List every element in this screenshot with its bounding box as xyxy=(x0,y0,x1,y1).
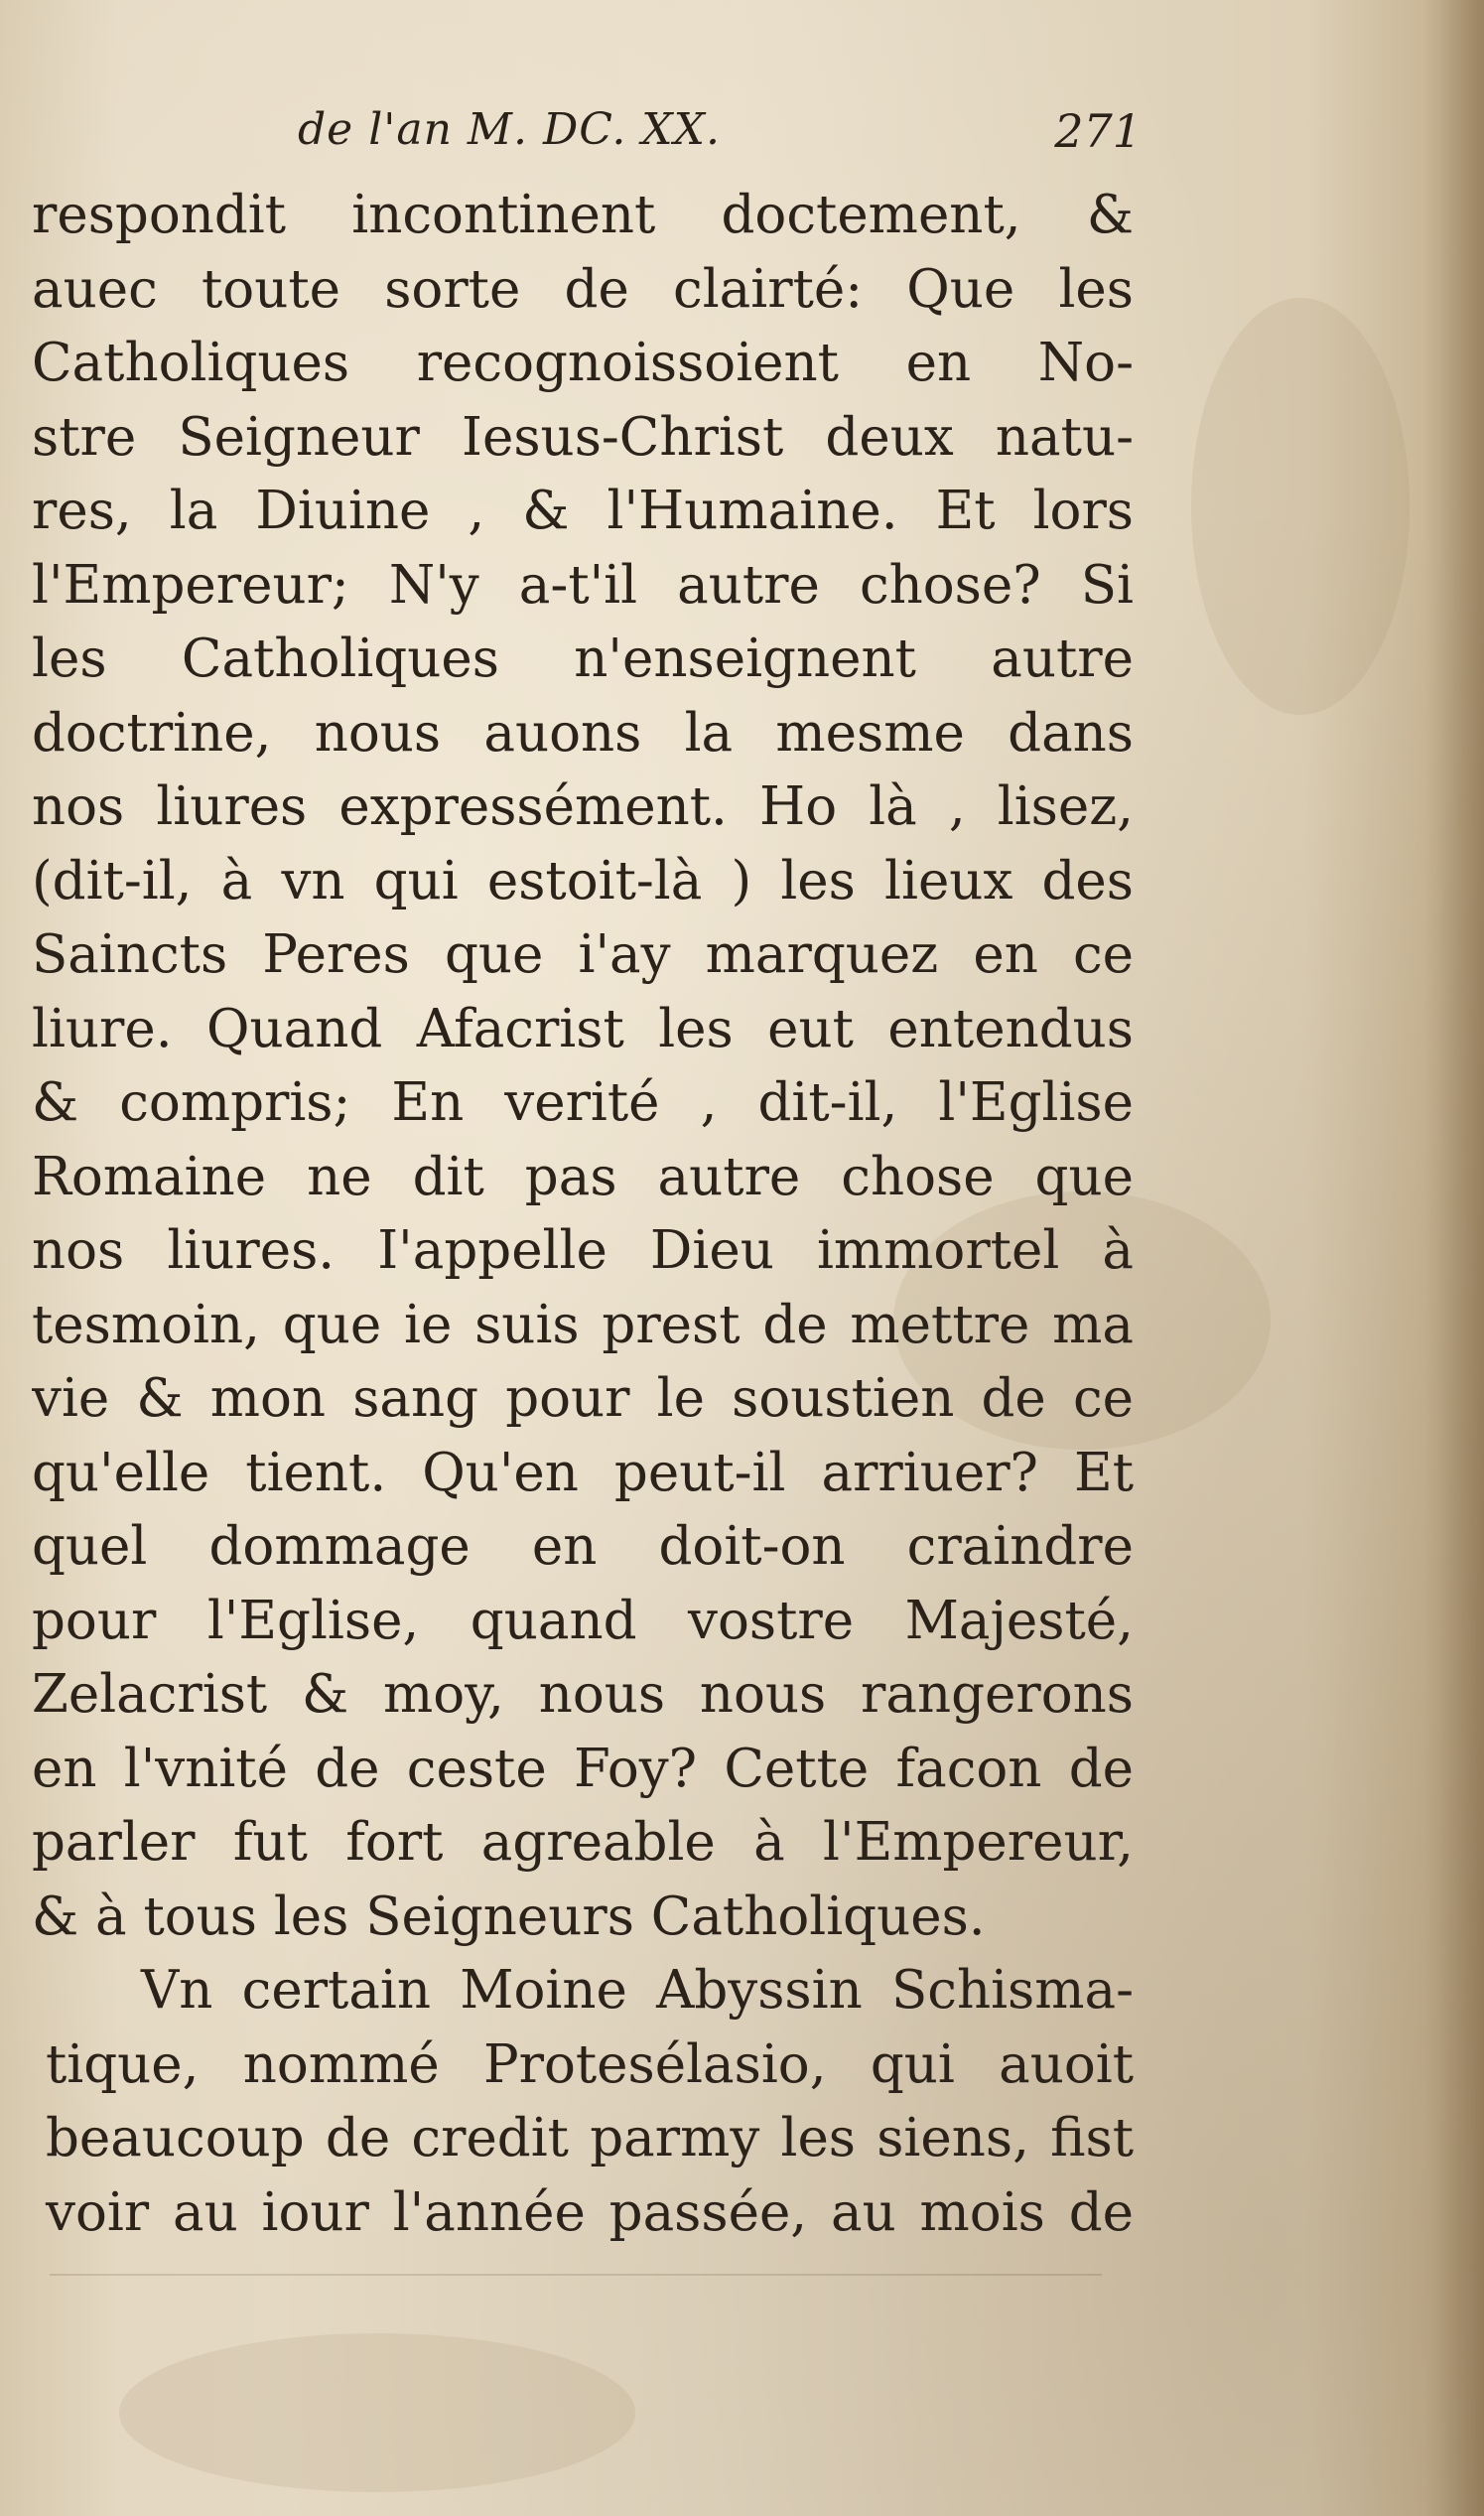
text-line: (dit-il, à vn qui estoit-là ) les lieux des xyxy=(32,850,1134,911)
paragraph-first-line: Vn certain Moine Abyssin Schisma- xyxy=(141,1960,1134,2021)
text-line: liure. Quand Afacrist les eut entendus xyxy=(32,998,1134,1059)
text-line: vie & mon sang pour le soustien de ce xyxy=(32,1368,1134,1429)
paper-stain xyxy=(119,2333,635,2492)
running-head xyxy=(298,104,1142,179)
body-text xyxy=(32,179,1134,2250)
text-line: nos liures. I'appelle Dieu immortel à xyxy=(32,1220,1134,1281)
text-line: tique, nommé Protesélasio, qui auoit xyxy=(46,2033,1134,2095)
text-line: tesmoin, que ie suis prest de mettre ma xyxy=(32,1294,1134,1355)
text-line: doctrine, nous auons la mesme dans xyxy=(32,702,1134,764)
text-line: Saincts Peres que i'ay marquez en ce xyxy=(32,924,1134,985)
text-line: respondit incontinent doctement, & xyxy=(32,185,1134,245)
running-head-title: de l'an M. DC. XX. xyxy=(298,104,721,155)
text-line: Zelacrist & moy, nous nous rangerons xyxy=(32,1664,1134,1725)
text-line: & à tous les Seigneurs Catholiques. xyxy=(32,1886,986,1947)
text-line: voir au iour l'année passée, au mois de xyxy=(46,2181,1134,2243)
text-line: parler fut fort agreable à l'Empereur, xyxy=(32,1812,1134,1873)
text-line: beaucoup de credit parmy les siens, fist xyxy=(46,2108,1134,2168)
text-line: nos liures expressément. Ho là , lisez, xyxy=(32,776,1134,837)
text-line: l'Empereur; N'y a-t'il autre chose? Si xyxy=(32,554,1134,616)
text-line: en l'vnité de ceste Foy? Cette facon de xyxy=(32,1738,1134,1799)
text-line: auec toute sorte de clairté: Que les xyxy=(32,258,1134,320)
text-line: pour l'Eglise, quand vostre Majesté, xyxy=(32,1590,1134,1651)
text-line: stre Seigneur Iesus-Christ deux natu- xyxy=(32,406,1134,468)
text-line: res, la Diuine , & l'Humaine. Et lors xyxy=(32,481,1134,541)
bottom-smudge xyxy=(50,2274,1102,2276)
text-line: quel dommage en doit-on craindre xyxy=(32,1516,1134,1577)
text-line: qu'elle tient. Qu'en peut-il arriuer? Et xyxy=(32,1442,1134,1503)
page-number: 271 xyxy=(1054,104,1142,158)
text-line: & compris; En verité , dit-il, l'Eglise xyxy=(32,1072,1134,1133)
text-line: Romaine ne dit pas autre chose que xyxy=(32,1146,1134,1207)
text-line: Catholiques recognoissoient en No- xyxy=(32,333,1134,393)
page-edge-shadow xyxy=(1424,0,1484,2516)
text-line: les Catholiques n'enseignent autre xyxy=(32,629,1134,689)
paper-stain xyxy=(1191,298,1410,715)
